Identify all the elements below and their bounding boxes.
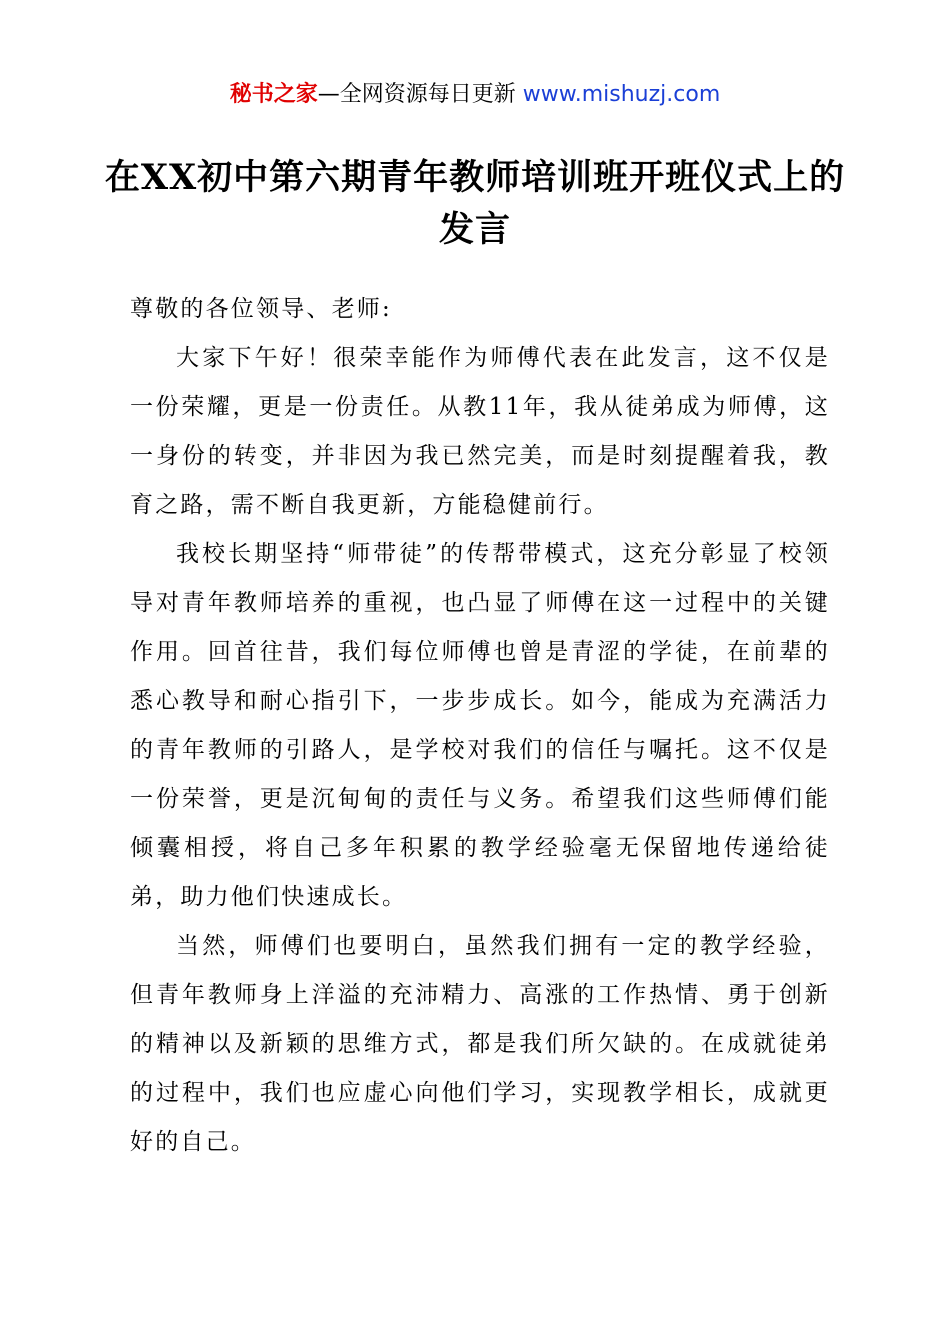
document-title: 在XX初中第六期青年教师培训班开班仪式上的发言 (104, 157, 846, 250)
paragraph: 当然，师傅们也要明白，虽然我们拥有一定的教学经验，但青年教师身上洋溢的充沛精力、高涨的工作热情、勇于创新的精神以及新颖的思维方式，都是我们所欠缺的。在成就徒弟的过程中，我们也应虚心向他们学习，实现教学相长，成就更好的自己。 (130, 933, 830, 1155)
document-body (130, 285, 830, 1167)
paragraph: 我校长期坚持“师带徒”的传帮带模式，这充分彰显了校领导对青年教师培养的重视，也凸显了师傅在这一过程中的关键作用。回首往昔，我们每位师傅也曾是青涩的学徒，在前辈的悉心教导和耐心指引下，一步步成长。如今，能成为充满活力的青年教师的引路人，是学校对我们的信任与嘱托。这不仅是一份荣誉，更是沉甸甸的责任与义务。希望我们这些师傅们能倾囊相授，将自己多年积累的教学经验毫无保留地传递给徒弟，助力他们快速成长。 (130, 541, 830, 910)
paragraph: 大家下午好！很荣幸能作为师傅代表在此发言，这不仅是一份荣耀，更是一份责任。从教11年，我从徒弟成为师傅，这一身份的转变，并非因为我已然完美，而是时刻提醒着我，教育之路，需不断自我更新，方能稳健前行。 (130, 345, 830, 518)
site-banner (0, 80, 950, 110)
brand-name: 秘书之家 (229, 82, 318, 107)
site-url-link[interactable]: www.mishuzj.com (522, 82, 721, 107)
salutation: 尊敬的各位领导、老师: (130, 296, 392, 322)
banner-tagline: —全网资源每日更新 (317, 82, 516, 107)
